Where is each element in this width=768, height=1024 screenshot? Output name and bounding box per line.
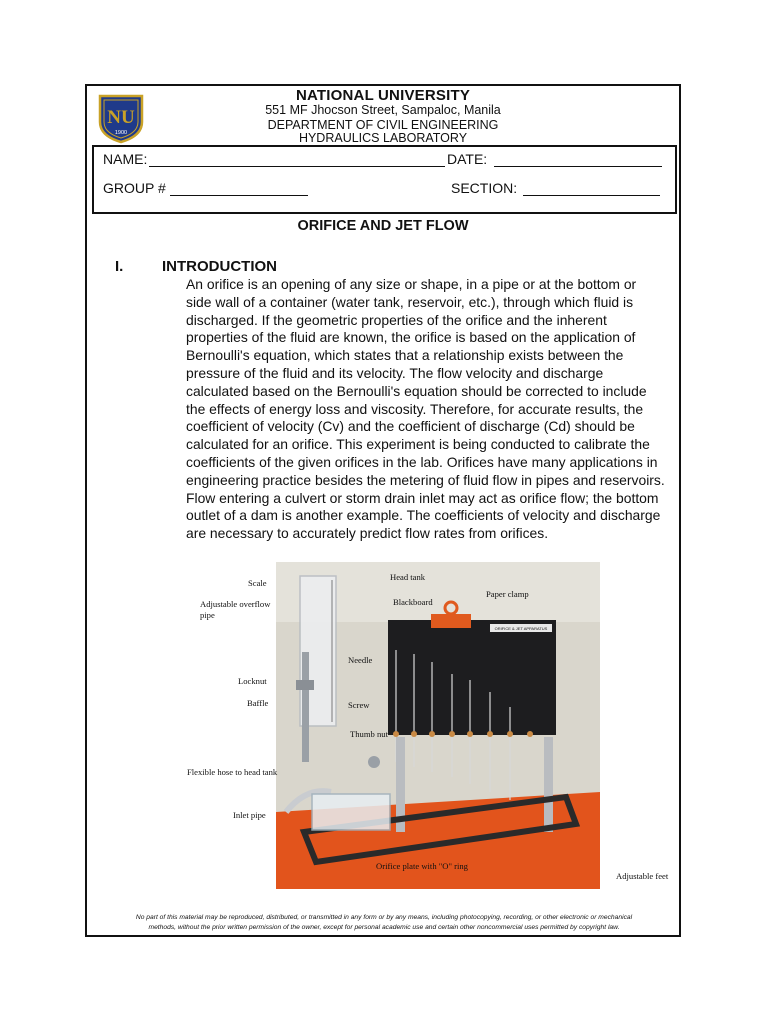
intro-line: engineering practice besides the metering of fluid flow in pipes and reservoirs.: [186, 471, 665, 488]
intro-line: An orifice is an opening of any size or shape, in a pipe or at the bottom or: [186, 276, 637, 292]
label-paper-clamp: Paper clamp: [486, 589, 529, 599]
section-label: SECTION:: [451, 180, 518, 196]
name-label: NAME:: [103, 151, 148, 167]
date-label: DATE:: [447, 151, 488, 167]
label-scale: Scale: [248, 578, 267, 588]
intro-line: properties of the fluid are known, the orifice is based on the application of: [186, 329, 636, 346]
department-name: DEPARTMENT OF CIVIL ENGINEERING: [267, 118, 499, 132]
logo-letters: NU: [107, 107, 135, 128]
university-logo: [96, 92, 146, 144]
intro-line: Flow entering a culvert or storm drain inlet may act as orifice flow; the bottom: [186, 489, 659, 506]
date-field[interactable]: [494, 166, 662, 167]
label-locknut: Locknut: [238, 676, 267, 686]
copyright-footer: [92, 913, 676, 933]
intro-line: are necessary to accurately predict flow rates from orifices.: [186, 525, 549, 542]
intro-line: calculated based on the Bernoulli's equation should be corrected to include: [186, 382, 647, 399]
label-head-tank: Head tank: [390, 572, 426, 582]
section-number: I.: [115, 258, 124, 275]
label-overflow-pipe-1: Adjustable overflow: [200, 599, 271, 609]
label-orifice-plate: Orifice plate with "O" ring: [376, 861, 468, 871]
footer-line: No part of this material may be reproduced, distributed, or transmitted in any form or by any means, including photocopying, recording, or other electronic or mechanical: [135, 914, 633, 921]
intro-line: discharged. If the geometric properties of the orifice and the inherent: [186, 311, 607, 328]
label-adjustable-feet: Adjustable feet: [616, 871, 669, 881]
name-field[interactable]: [149, 166, 445, 167]
label-needle: Needle: [348, 655, 373, 665]
group-label: GROUP #: [103, 180, 166, 196]
intro-line: side wall of a container (water tank, reservoir, etc.), through which fluid is: [186, 293, 634, 310]
label-baffle: Baffle: [247, 698, 269, 708]
university-address: 551 MF Jhocson Street, Sampaloc, Manila: [265, 103, 501, 117]
intro-line: the effects of energy loss and viscosity. Therefore, for accurate results, the: [186, 400, 644, 417]
apparatus-photo: [276, 562, 600, 889]
document-title: ORIFICE AND JET FLOW: [297, 218, 469, 234]
section-field[interactable]: [523, 195, 660, 196]
introduction-paragraph: [186, 276, 680, 543]
intro-line: pressure of the fluid and its velocity. The flow velocity and discharge: [186, 364, 604, 381]
label-overflow-pipe-2: pipe: [200, 610, 215, 620]
group-field[interactable]: [170, 195, 308, 196]
intro-line: coefficient of velocity (Cv) and the coefficient of discharge (Cd) should be: [186, 418, 635, 435]
section-title: INTRODUCTION: [162, 258, 277, 275]
logo-year: 1900: [114, 130, 128, 136]
intro-line: calculated for an orifice. This experiment is being conducted to calibrate the: [186, 436, 650, 453]
intro-line: Bernoulli's equation, which states that a relationship exists between the: [186, 347, 624, 364]
intro-line: outlet of a dam is another example. The coefficients of velocity and discharge: [186, 507, 661, 524]
university-name: NATIONAL UNIVERSITY: [295, 87, 471, 104]
laboratory-name: HYDRAULICS LABORATORY: [298, 131, 468, 145]
label-screw: Screw: [348, 700, 370, 710]
intro-line: coefficients of the given orifices in the lab. Orifices have many applications in: [186, 453, 658, 470]
board-plate-text: ORIFICE & JET APPARATUS: [494, 626, 548, 631]
label-blackboard: Blackboard: [393, 597, 433, 607]
label-thumb-nut: Thumb nut: [350, 729, 388, 739]
label-inlet-pipe: Inlet pipe: [233, 810, 266, 820]
label-flexible-hose: Flexible hose to head tank: [187, 767, 278, 777]
student-info-box: [92, 145, 677, 214]
footer-line: methods, without the prior written permission of the owner, except for personal academic use and certain other noncommercial uses permitted by copyright law.: [148, 924, 620, 931]
